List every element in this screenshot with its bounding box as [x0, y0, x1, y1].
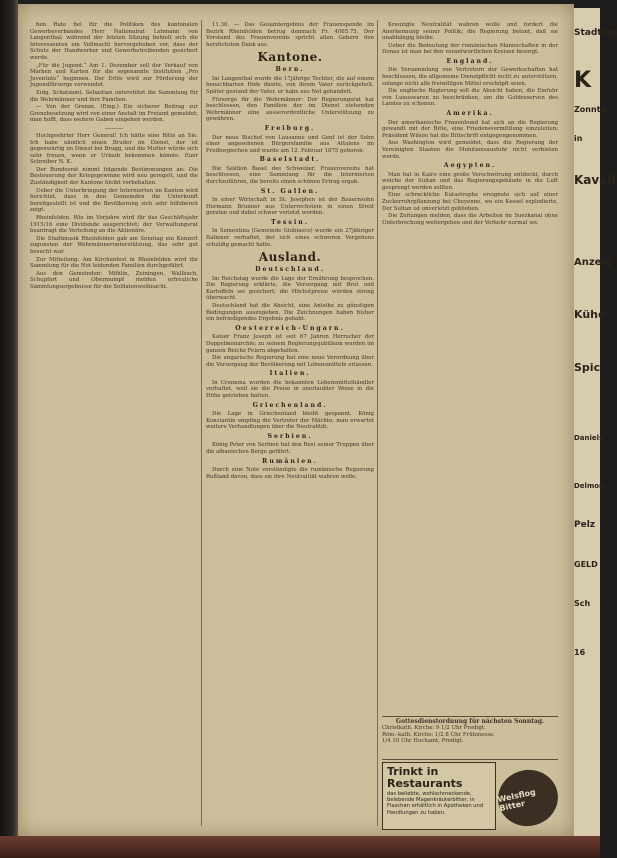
kantone-p1: Im Langenthal wurde die 17jährige Tochter, die auf einem benachbarten Hofe diente, von ihrem Vater zurückgeholt. Später gestand der Vater, er habe aus Not gehandelt.: [206, 75, 374, 96]
subheading-italien: Italien.: [269, 370, 311, 378]
book-binding-left: [0, 0, 18, 858]
strip-text-10: Delmon: [574, 482, 605, 490]
strip-text-1: Stadthm: [574, 28, 617, 38]
col1-paragraph-1: ben Rate fiel für die Politiken des kantonalen Gewerbeverbandes Herr Nationalrat Lehmann von Langenthal; während der letzten Sitzung behielt sich die Interessenten ein Vollmacht hervorgehoben vor, dass der Schutz der Handwerker und Gewerbetreibenden gesichert werde.: [30, 22, 198, 61]
col3-paragraph-1: Kreuzigte Neutralität wahren wolle und fordert die Anerkennung seiner Politik; die Regierung betont, daß sie unabhängig bleibe.: [382, 22, 558, 42]
notice-line-2: Röm.-kath. Kirche: 1/2 8 Uhr Frühmesse.: [382, 731, 495, 738]
kantone-p2: Fürsorge für die Wehrmänner: Der Regierungsrat hat beschlossen, den Familien der im Dienst stehenden Wehrmänner eine ausserordentliche Unterstützung zu gewähren.: [206, 96, 374, 123]
subheading-oesterreich: Oesterreich-Ungarn.: [235, 324, 345, 332]
col2-intro: 11.30. — Das Gesamtergebnis der Frauenspende im Bezirk Rheinfelden betrug demnach Fr. 4065.75. Der Vorstand des Frauenvereins spricht allen Gebern den herzlichsten Dank aus.: [206, 22, 374, 48]
ausland-p6: Die Lage in Griechenland bleibt gespannt. König Konstantin empfing die Vertreter der Mächte; man erwartet weitere Verhandlungen über die Neutralität.: [206, 411, 374, 431]
strip-text-3: Zonnta: [574, 105, 606, 114]
subheading-griechenland: Griechenland.: [252, 401, 328, 409]
kantone-p3: Der neue Bischof von Lausanne und Genf ist der Sohn einer angesehenen Bürgersfamilie aus Attalens im Freiburgischen und wurde am 12. Februar 1875 geboren.: [206, 134, 374, 154]
subheading-tessin: Tessin.: [271, 218, 309, 226]
col3-paragraph-7: Man hat in Kairo eine große Verschwörung entdeckt, durch welche der Sultan und das Regierungsgebäude in die Luft gesprengt werden sollten.: [382, 171, 558, 191]
col1-paragraph-3: Eidg. Schatzamt. Sebastian unterstützt die Sammlung für die Wehrmänner und ihre Familien.: [30, 89, 198, 103]
subheading-stgallen: St. Gallen.: [260, 187, 320, 195]
col3-paragraph-5: Der amerikanische Frauenbund hat sich an die Regierung gewandt mit der Bitte, eine Friedensvermittlung einzuleiten; Präsident Wilson hat die Bittschrift entgegengenommen.: [382, 119, 558, 139]
column-rule-2: [377, 20, 378, 826]
strip-text-14: 16: [574, 648, 586, 657]
ausland-p1: Im Reichstag wurde die Lage der Ernährung besprochen. Die Regierung erklärte, die Versorgung mit Brot und Kartoffeln sei gesichert; die Höchstpreise würden streng überwacht.: [206, 275, 374, 302]
newspaper-page: [18, 4, 574, 836]
col1-paragraph-7: Ueber die Unterbringung der Internierten im Kanton wird berichtet, dass in den Gemeinden die Unterkunft bereitgestellt ist und die Bevölkerung sich sehr hilfsbereit zeigt.: [30, 187, 198, 214]
col3-paragraph-2: Ueber die Bedeutung der rumänischen Mannschaften in der Donau ist man bei den verantwortlichen Kreisen besorgt.: [382, 42, 558, 56]
ad-body: das beliebte, wohlschmeckende, belebende Magenkräuterbitter; in Flaschen erhältlich in Apotheken und Handlungen zu haben.: [387, 791, 484, 816]
col3-paragraph-8: Eine schreckliche Katastrophe ereignete sich auf einer Zuckerrohrpflanzung bei Cheyenne, wo ein Kessel explodierte. Der Sultan ist unverletzt geblieben.: [382, 192, 558, 212]
separator: ———: [105, 124, 123, 132]
col1-paragraph-8: Rheinfelden. Wie im Vorjahre wird für das Geschäftsjahr 1915/16 eine Dividende ausgerichtet; der Verwaltungsrat beantragt die Verteilung an die Aktionäre.: [30, 215, 198, 235]
notice-title: Gottesdienstordnung für nächsten Sonntag.: [395, 718, 545, 725]
col1-paragraph-2: „Für die Jugend.“ Am 1. Dezember soll der Verkauf von Marken und Karten für die sogenannte Institution „Pro Juventute“ beginnen. Der Erlös wird zur Förderung der Jugendfürsorge verwendet.: [30, 62, 198, 89]
ausland-p5: In Cremona wurden die bekannten Lebensmittelhändler verhaftet, weil sie die Preise in unerlaubter Weise in die Höhe getrieben hatten.: [206, 379, 374, 399]
col1-paragraph-6: Der Bundesrat nimmt folgende Bestimmungen an: Die Besteuerung der Kriegsgewinne wird neu geregelt, und die Zuständigkeit der Kantone bleibt vorbehalten.: [30, 166, 198, 187]
column-rule-1: [201, 20, 202, 826]
ausland-p8: Durch eine Note verständigte die rumänische Regierung Rußland davon, dass sie ihre Neutralität wahren wolle.: [206, 467, 374, 480]
advertisement-trinkt: [382, 762, 496, 830]
church-service-notice: [382, 716, 558, 760]
ausland-p7: König Peter von Serbien hat den Rest seiner Truppen über die albanischen Berge geführt.: [206, 442, 374, 455]
notice-line-1: Christkath. Kirche: 9 1/2 Uhr Predigt.: [382, 725, 486, 732]
strip-text-4: in: [574, 134, 583, 143]
ausland-p2: Deutschland hat die Absicht, eine Anleihe zu günstigen Bedingungen auszugeben. Die Zeichnungen haben bisher ein befriedigendes Ergebnis gehabt.: [206, 303, 374, 323]
subheading-freiburg: Freiburg.: [264, 125, 316, 133]
strip-text-5: Kavall: [574, 173, 616, 187]
strip-text-9: Daniels: [574, 434, 604, 442]
section-heading-ausland: Ausland.: [258, 250, 322, 265]
subheading-deutschland: Deutschland.: [255, 266, 325, 274]
col3-paragraph-3: Die Versammlung von Vertretern der Gewerkschaften hat beschlossen, die allgemeine Dienstpflicht nicht zu unterstützen, solange nicht alle freiwilligen Mittel erschöpft seien.: [382, 67, 558, 87]
ad-title: Trinkt in Restaurants: [387, 765, 463, 790]
strip-text-6: Anzeig: [574, 257, 613, 268]
strip-text-8: Spic: [574, 361, 601, 374]
kantone-p4: Die Sektion Basel des Schweizer. Frauenvereins hat beschlossen, eine Sammlung für die Internierten durchzuführen, die bereits einen schönen Ertrag ergab.: [206, 165, 374, 185]
notice-line-3: 1/4 10 Uhr Hochamt, Predigt.: [382, 738, 464, 745]
column-3: [382, 22, 558, 711]
adjacent-page-ads: [574, 8, 617, 836]
col3-paragraph-9: Die Zeitungen melden, dass die Arbeiten im Suezkanal ohne Unterbrechung weitergehen und der Verkehr normal sei.: [382, 213, 558, 226]
section-heading-kantone: Kantone.: [257, 50, 323, 65]
ausland-p4: Die ungarische Regierung hat eine neue Verordnung über die Versorgung der Bevölkerung mit Lebensmitteln erlassen.: [206, 355, 374, 368]
ausland-p3: Kaiser Franz Joseph ist seit 67 Jahren Herrscher der Doppelmonarchie; zu seinem Regierungsjubiläum wurden im ganzen Reiche Feiern abgehalten.: [206, 334, 374, 354]
col1-paragraph-5: Hochgeehrter Herr General! Ich hätte eine Bitte an Sie. Ich habe nämlich einen Bruder im Dienst, der ist gegenwärtig im Dienst bei Brugg, und die Mutter würde sich sehr freuen, wenn er Urlaub bekommen könnte. Euer Schreiber N. K.: [30, 132, 198, 166]
strip-text-11: Pelz: [574, 520, 596, 530]
bitter-logo: Welsflog Bitter: [493, 764, 563, 831]
subheading-basel: Baselstadt.: [259, 156, 321, 164]
subheading-bern: Bern.: [275, 66, 305, 74]
subheading-rumaenien: Rumänien.: [262, 457, 318, 465]
col1-paragraph-10: Zur Mitteilung: Am Kirchenfest in Rheinfelden wird die Sammlung für die Not leidenden Familien durchgeführt.: [30, 256, 198, 270]
column-1: [30, 22, 198, 826]
book-binding-bottom: [0, 836, 600, 858]
strip-text-13: Sch: [574, 599, 591, 608]
kantone-p6: In Sementina (Gemeinde Giubiasco) wurde ein 27jähriger Italiener verhaftet, der sich eines schweren Vergehens schuldig gemacht hatte.: [206, 228, 374, 248]
col1-paragraph-11: Aus den Gemeinden: Möhlin, Zeiningen, Wallbach, Schupfart und Obermumpf melden erfreuliche Sammlungsergebnisse für die Soldatenweihnacht.: [30, 270, 198, 290]
strip-text-12: GELD: [574, 560, 598, 569]
subheading-aegypten: Aegypten.: [443, 162, 497, 170]
subheading-england: England.: [446, 57, 494, 65]
col1-paragraph-4: — Von der Grenze. (Eing.) Ein sicherer Beitrag zur Grenzbesetzung wird von einer Anstalt im Freiamt gemeldet; man hofft, dass weitere Gaben eingehen werden.: [30, 104, 198, 124]
col3-paragraph-6: Aus Washington wird gemeldet, dass die Regierung der Vereinigten Staaten die Munitionsausfuhr nicht verbieten werde.: [382, 140, 558, 160]
col1-paragraph-9: Die Stadtmusik Rheinfelden gab am Sonntag ein Konzert zugunsten der Wehrmännerunterstützung, das sehr gut besucht war.: [30, 235, 198, 255]
kantone-p5: In einer Wirtschaft in St. Josephen ist der Bauernsohn Hermann Brunner aus Unterrechstein in einen Streit geraten und dabei schwer verletzt worden.: [206, 197, 374, 217]
subheading-serbien: Serbien.: [267, 432, 313, 440]
col3-paragraph-4: Die englische Regierung soll die Absicht haben, die Einfuhr von Luxuswaren zu beschränken, um die Goldreserven des Landes zu schonen.: [382, 88, 558, 108]
column-2: [206, 22, 374, 826]
strip-text-2: K: [574, 68, 592, 93]
subheading-amerika: Amerika.: [446, 110, 494, 118]
strip-text-7: Kühe: [574, 308, 606, 321]
